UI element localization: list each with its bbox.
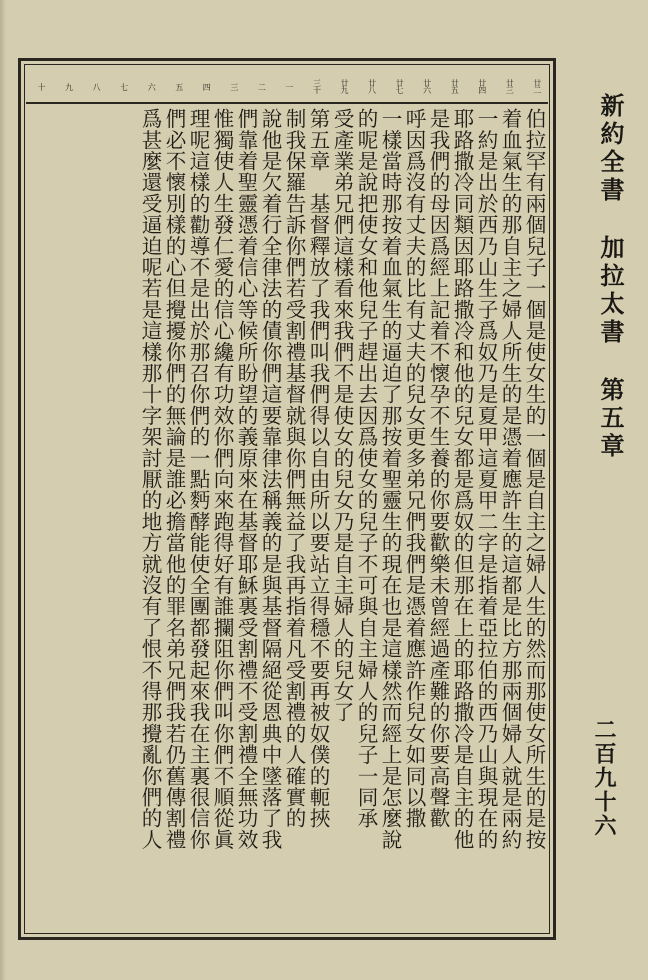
- verse-number: 三: [229, 82, 239, 90]
- text-column: 伯拉罕有兩個兒子一個是使女生的一個是自主之婦人生的然而那使女所生的是按: [522, 108, 546, 850]
- verse-number: 廿五: [450, 79, 460, 93]
- verse-number: 廿六: [422, 79, 432, 93]
- text-column: 一樣當時那按着血氣生的逼迫了那按着聖靈生的現在也是這樣然而經上是怎麼說: [378, 108, 402, 850]
- verse-number: 十: [37, 82, 46, 90]
- text-column: 受產業弟兄們這樣看來我們不是使女的兒女乃是自主婦人的兒女了: [330, 108, 354, 723]
- text-column: 一約是出於西乃山生子爲奴乃是夏甲這夏甲二字是指着亞拉伯的西乃山與現在的: [474, 108, 498, 850]
- text-column: 爲甚麼還受逼迫呢若是這樣那十字架討厭的地方就沒有了恨不得那攪亂你們的人: [138, 108, 162, 850]
- verse-number: 四: [202, 82, 212, 90]
- verse-number: 九: [64, 82, 74, 90]
- page-number: 二百九十六: [591, 718, 617, 838]
- verse-number: 廿八: [367, 79, 377, 93]
- text-column: 制我保羅告訴你們若受割禮基督就與你們無益了我再指着凡受割禮的人確實的: [282, 108, 306, 829]
- text-column: 們必不懷別樣的心但攪擾你們的無論是誰必擔當他的罪名弟兄們我若仍舊傳割禮: [162, 108, 186, 850]
- text-column: 着血氣生的那自主之婦人所生的是憑着應許生的這都是比方那兩個婦人就是兩約: [498, 108, 522, 850]
- verse-number: 廿四: [477, 79, 487, 93]
- verse-number: 六: [147, 82, 157, 90]
- verse-number: 廿九: [340, 79, 350, 93]
- verse-number: 廿七: [395, 79, 405, 93]
- text-column: 是我們的母因爲經上記着不懷孕不生養的你要歡樂未曾經過產難的你要高聲歡: [426, 108, 450, 829]
- text-column: 耶路撒冷同類因耶路撒冷和他的兒女都是爲奴的但那在上的耶路撒冷是自主的他: [450, 108, 474, 850]
- text-column: 呼因爲沒有丈夫的比有丈夫的兒女更多弟兄們我們是憑着應許作兒女如同以撒: [402, 108, 426, 829]
- verse-number: 廿二: [532, 79, 542, 93]
- verse-number: 五: [174, 82, 184, 90]
- verse-number: 七: [119, 82, 129, 90]
- verse-number: 八: [92, 82, 102, 90]
- book-name: 加拉太書: [596, 235, 625, 347]
- text-column: 惟獨使人生發仁愛的信心纔有功效你們向來跑得好有誰攔阻你們叫你們不順從眞: [210, 108, 234, 850]
- verse-number-band: [26, 70, 548, 104]
- text-column: 第五章 基督釋放了我們叫我們得以自由所以要站立得穩不要再被奴僕的軛挾: [306, 108, 330, 829]
- text-column: 們靠着聖靈憑着信心等候所盼望的義原來在基督耶穌裏受割禮不受割禮全無功效: [234, 108, 258, 850]
- scripture-text: [28, 108, 546, 934]
- text-column: 說他是欠着行全律法的債你們這要靠律法稱義的是與基督隔絕從恩典中墜落了我: [258, 108, 282, 850]
- book-title: 新約全書: [596, 92, 625, 205]
- page-binding-shadow: [0, 0, 6, 980]
- verse-number: 廿三: [505, 79, 515, 93]
- running-header: [568, 86, 628, 486]
- verse-number: 一: [284, 82, 294, 90]
- chapter-label: 第五章: [596, 377, 625, 462]
- text-column: 理呢這樣的勸導不是出於那召你們的一點麪酵能使全團都發起來我在主裏很信你: [186, 108, 210, 850]
- verse-number: 三十: [312, 79, 322, 93]
- text-column: 的呢是說把使女和他兒子趕出去因爲使女的兒子不可與自主婦人的兒子一同承: [354, 108, 378, 829]
- verse-number: 二: [257, 82, 267, 90]
